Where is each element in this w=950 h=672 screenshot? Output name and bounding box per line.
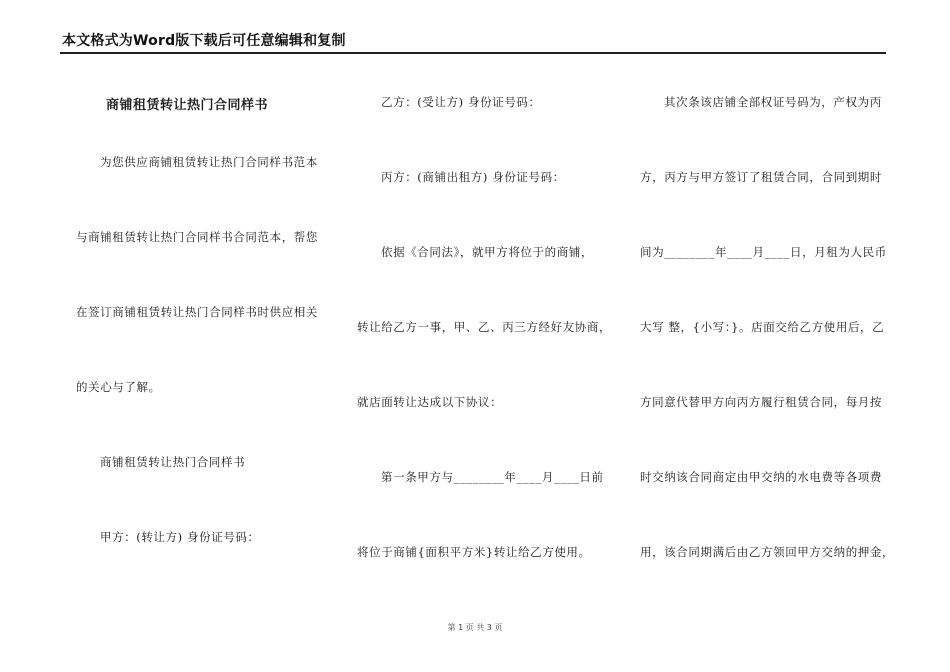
section-heading: 商铺租赁转让热门合同样书 — [100, 455, 246, 469]
paragraph-line: 用，该合同期满后由乙方领回甲方交纳的押金， — [640, 545, 895, 559]
paragraph-line: 的关心与了解。 — [76, 380, 161, 394]
header-rule — [60, 52, 886, 54]
column-1 — [76, 86, 326, 586]
article-1-line: 第一条甲方与________年____月____日前 — [381, 470, 604, 484]
paragraph-line: 时交纳该合同商定由甲交纳的水电费等各项费 — [640, 470, 882, 484]
paragraph-line: 方，丙方与甲方签订了租赁合同，合同到期时 — [640, 170, 882, 184]
paragraph-line: 依据《合同法》，就甲方将位于的商铺， — [381, 245, 594, 259]
paragraph-line: 为您供应商铺租赁转让热门合同样书范本 — [100, 155, 318, 169]
column-3 — [640, 86, 895, 586]
paragraph-line: 就店面转让达成以下协议： — [357, 395, 503, 409]
document-header: 本文格式为Word版下载后可任意编辑和复制 — [62, 33, 346, 49]
page-number: 第 1 页 共 3 页 — [447, 623, 503, 632]
paragraph-line: 间为________年____月____日，月租为人民币 — [640, 245, 887, 259]
paragraph-line: 将位于商铺{面积平方米}转让给乙方使用。 — [357, 545, 591, 559]
paragraph-line: 方同意代替甲方向丙方履行租赁合同，每月按 — [640, 395, 882, 409]
party-b-line: 乙方：(受让方) 身份证号码： — [381, 95, 541, 109]
column-2 — [357, 86, 612, 586]
paragraph-line: 在签订商铺租赁转让热门合同样书时供应相关 — [76, 305, 318, 319]
document-title: 商铺租赁转让热门合同样书 — [106, 98, 269, 113]
party-a-line: 甲方：(转让方) 身份证号码： — [100, 530, 260, 544]
party-c-line: 丙方：(商铺出租方) 身份证号码： — [381, 170, 565, 184]
paragraph-line: 与商铺租赁转让热门合同样书合同范本，帮您 — [76, 230, 318, 244]
paragraph-line: 转让给乙方一事，甲、乙、丙三方经好友协商， — [357, 320, 612, 334]
article-2-line: 其次条该店铺全部权证号码为，产权为丙 — [664, 95, 882, 109]
paragraph-line: 大写 整，{小写：}。店面交给乙方使用后，乙 — [640, 320, 885, 334]
